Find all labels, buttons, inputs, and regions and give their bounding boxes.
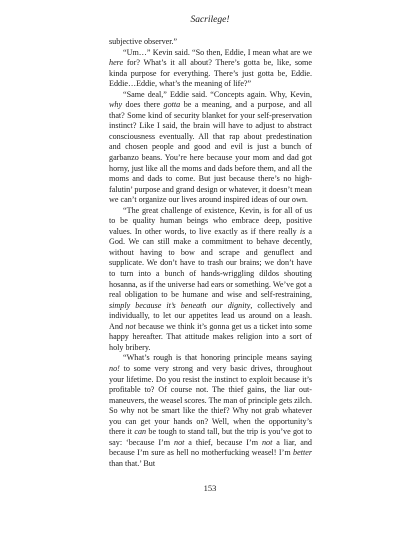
emphasis-text: no! bbox=[109, 363, 120, 373]
text-run: for? What’s it all about? There’s gotta be, like, some kinda purpose for everything. There’s just gotta be, Eddie. Eddie…Eddie, what’s the meaning of life?” bbox=[109, 58, 312, 89]
emphasis-text: better bbox=[293, 448, 312, 458]
emphasis-text: not bbox=[261, 437, 273, 447]
emphasis-text: not bbox=[125, 321, 136, 331]
emphasis-text: gotta bbox=[163, 100, 181, 110]
emphasis-text: can bbox=[134, 427, 147, 437]
emphasis-text: simply because it’s beneath our dignity bbox=[109, 300, 251, 310]
body-text bbox=[109, 37, 312, 469]
text-run: a God. We can still make a commitment to behave decently, without having to bow and scrape and genuflect and supplicate. We don’t have to trash our brains; we don’t have to turn into a bunch of hands-wriggling dildos shouting hosanna, as if the universe had ears or something. We’ve got a real obligation to be humane and wise and self-restraining, bbox=[109, 226, 312, 300]
text-run: a thief, because I’m bbox=[184, 437, 262, 447]
emphasis-text: why bbox=[109, 100, 123, 110]
text-run: be a meaning, and a purpose, and all that? Some kind of security blanket for your self-preservation instinct? Like I said, the brain will have to adjust to abstract consciousness eventually. All that rap about predestination and chosen people and good and evil is just a bunch of garbanzo beans. You’re here because your mom and dad got horny, just like all the moms and dads before them, and all the moms and dads to come. But just because there’s no high-falutin’ purpose and grand design or whatever, it doesn’t mean we can’t organize our lives around inspired ideas of our own. bbox=[109, 100, 312, 205]
paragraph bbox=[109, 90, 312, 206]
text-run: to some very strong and very basic drives, throughout your lifetime. Do you resist the instinct to exploit because it’s profitable to? Of course not. The thief gains, the liar out-maneuvers, the weasel scores. The man of principle gets zilch. So why not be smart like the thief? Why not grab whatever you can get your hands on? Well, when the opportunity’s there it bbox=[109, 363, 312, 437]
paragraph bbox=[109, 37, 312, 48]
text-run: than that.’ But bbox=[109, 458, 156, 468]
paragraph bbox=[109, 206, 312, 354]
text-run: “Same deal,” Eddie said. “Concepts again. Why, Kevin, bbox=[123, 89, 312, 99]
text-run: a liar, and because I’m sure as hell no motherfucking weasel! I’m bbox=[109, 437, 312, 458]
text-run: , collectively and individually, to let our appetites lead us around on a leash. And bbox=[109, 300, 312, 331]
emphasis-text: not bbox=[174, 437, 185, 447]
emphasis-text: here bbox=[109, 58, 124, 68]
text-run: “Um…” Kevin said. “So then, Eddie, I mean what are we bbox=[123, 47, 312, 57]
paragraph bbox=[109, 353, 312, 469]
text-run: “What’s rough is that honoring principle means saying bbox=[123, 353, 312, 363]
page-number: 153 bbox=[203, 483, 217, 493]
running-head-title: Sacrilege! bbox=[190, 15, 230, 25]
text-run: does there bbox=[122, 100, 164, 110]
text-run: because we think it’s gonna get us a ticket into some happy hereafter. That attitude makes religion into a sort of holy bribery. bbox=[109, 321, 312, 352]
text-run: be tough to stand tall, but the trip is you’ve got to say: ‘because I’m bbox=[109, 427, 312, 447]
text-run: subjective observer.” bbox=[109, 37, 178, 46]
text-run: “The great challenge of existence, Kevin, is for all of us to be quality human beings who embrace deep, positive values. In other words, to live exactly as if there really bbox=[109, 205, 312, 236]
paragraph bbox=[109, 48, 312, 90]
emphasis-text: is bbox=[299, 226, 306, 236]
